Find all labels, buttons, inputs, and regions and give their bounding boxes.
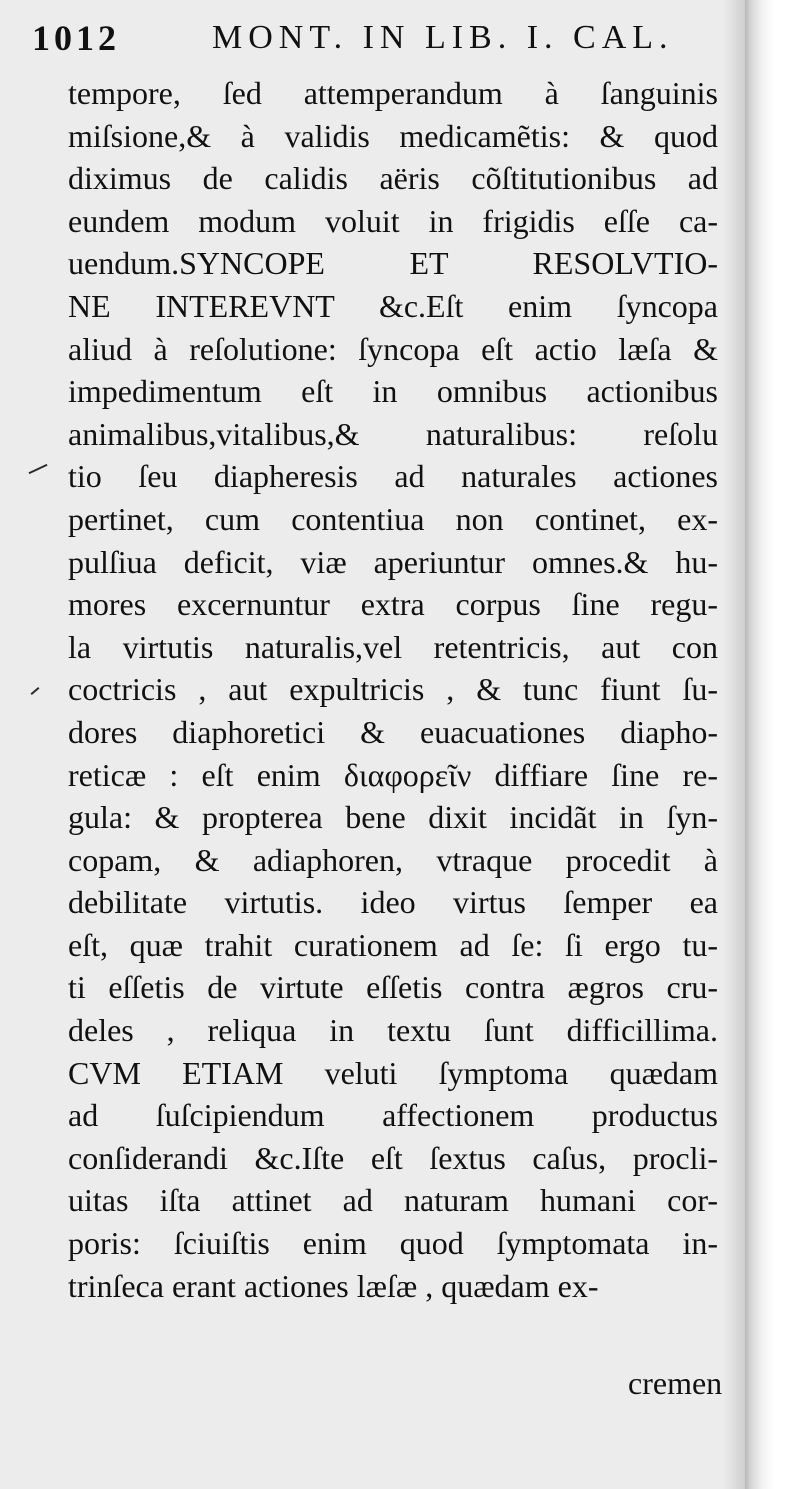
text-line: gula: & propterea bene dixit incidãt in ſyn- [68, 799, 718, 836]
text-line: poris: ſciuiſtis enim quod ſymptomata in- [68, 1225, 718, 1262]
text-line: tempore, ſed attemperandum à ſanguinis [68, 75, 718, 111]
text-line: animalibus,vitalibus,& naturalibus: reſolu [68, 415, 718, 452]
text-line: copam, & adiaphoren, vtraque procedit à [68, 841, 718, 878]
text-line: eſt, quæ trahit curationem ad ſe: ſi ergo tu- [68, 926, 718, 963]
text-line: dores diaphoretici & euacuationes diapho- [68, 713, 718, 750]
text-line: impedimentum eſt in omnibus actionibus [68, 373, 718, 410]
text-line: uitas iſta attinet ad naturam humani cor- [68, 1182, 718, 1219]
text-line: debilitate virtutis. ideo virtus ſemper ea [68, 884, 718, 921]
text-line: miſsione,& à validis medicamẽtis: & quod [68, 117, 718, 154]
margin-mark [29, 464, 48, 474]
text-line: conſiderandi &c.Iſte eſt ſextus caſus, procli- [68, 1139, 718, 1176]
page-edge [745, 0, 800, 1489]
running-title: MONT. IN LIB. I. CAL. [212, 19, 674, 56]
text-line: CVM ETIAM veluti ſymptoma quædam [68, 1054, 718, 1091]
text-line: pertinet, cum contentiua non continet, ex- [68, 500, 718, 537]
page-gutter-shadow [723, 0, 745, 1489]
text-line: tio ſeu diapheresis ad naturales actiones [68, 458, 718, 495]
text-line: reticæ : eſt enim διαφορεῖν diffiare ſine re- [68, 756, 718, 793]
margin-mark [31, 687, 40, 695]
text-line: mores excernuntur extra corpus ſine regu- [68, 586, 718, 623]
running-head [32, 14, 732, 62]
text-line: coctricis , aut expultricis , & tunc fiunt ſu- [68, 671, 718, 708]
text-line: la virtutis naturalis,vel retentricis, aut con [68, 628, 718, 665]
text-line: diximus de calidis aëris cõſtitutionibus ad [68, 160, 718, 197]
text-line: ad ſuſcipiendum affectionem productus [68, 1097, 718, 1134]
text-line: pulſiua deficit, viæ aperiuntur omnes.& hu- [68, 543, 718, 580]
catchword: cremen [628, 1365, 723, 1401]
text-line: trinſeca erant actiones læſæ , quædam ex- [68, 1267, 599, 1304]
text-line: eundem modum voluit in frigidis eſſe ca- [68, 202, 718, 239]
page-number: 1012 [32, 18, 120, 58]
text-line: aliud à reſolutione: ſyncopa eſt actio læſa & [68, 330, 718, 367]
text-line: ti eſſetis de virtute eſſetis contra ægros cru- [68, 969, 718, 1006]
body-text [68, 72, 718, 1307]
text-line: uendum.SYNCOPE ET RESOLVTIO- [68, 245, 718, 282]
text-line: NE INTEREVNT &c.Eſt enim ſyncopa [68, 287, 718, 324]
text-line: deles , reliqua in textu ſunt difficillima. [68, 1012, 718, 1049]
